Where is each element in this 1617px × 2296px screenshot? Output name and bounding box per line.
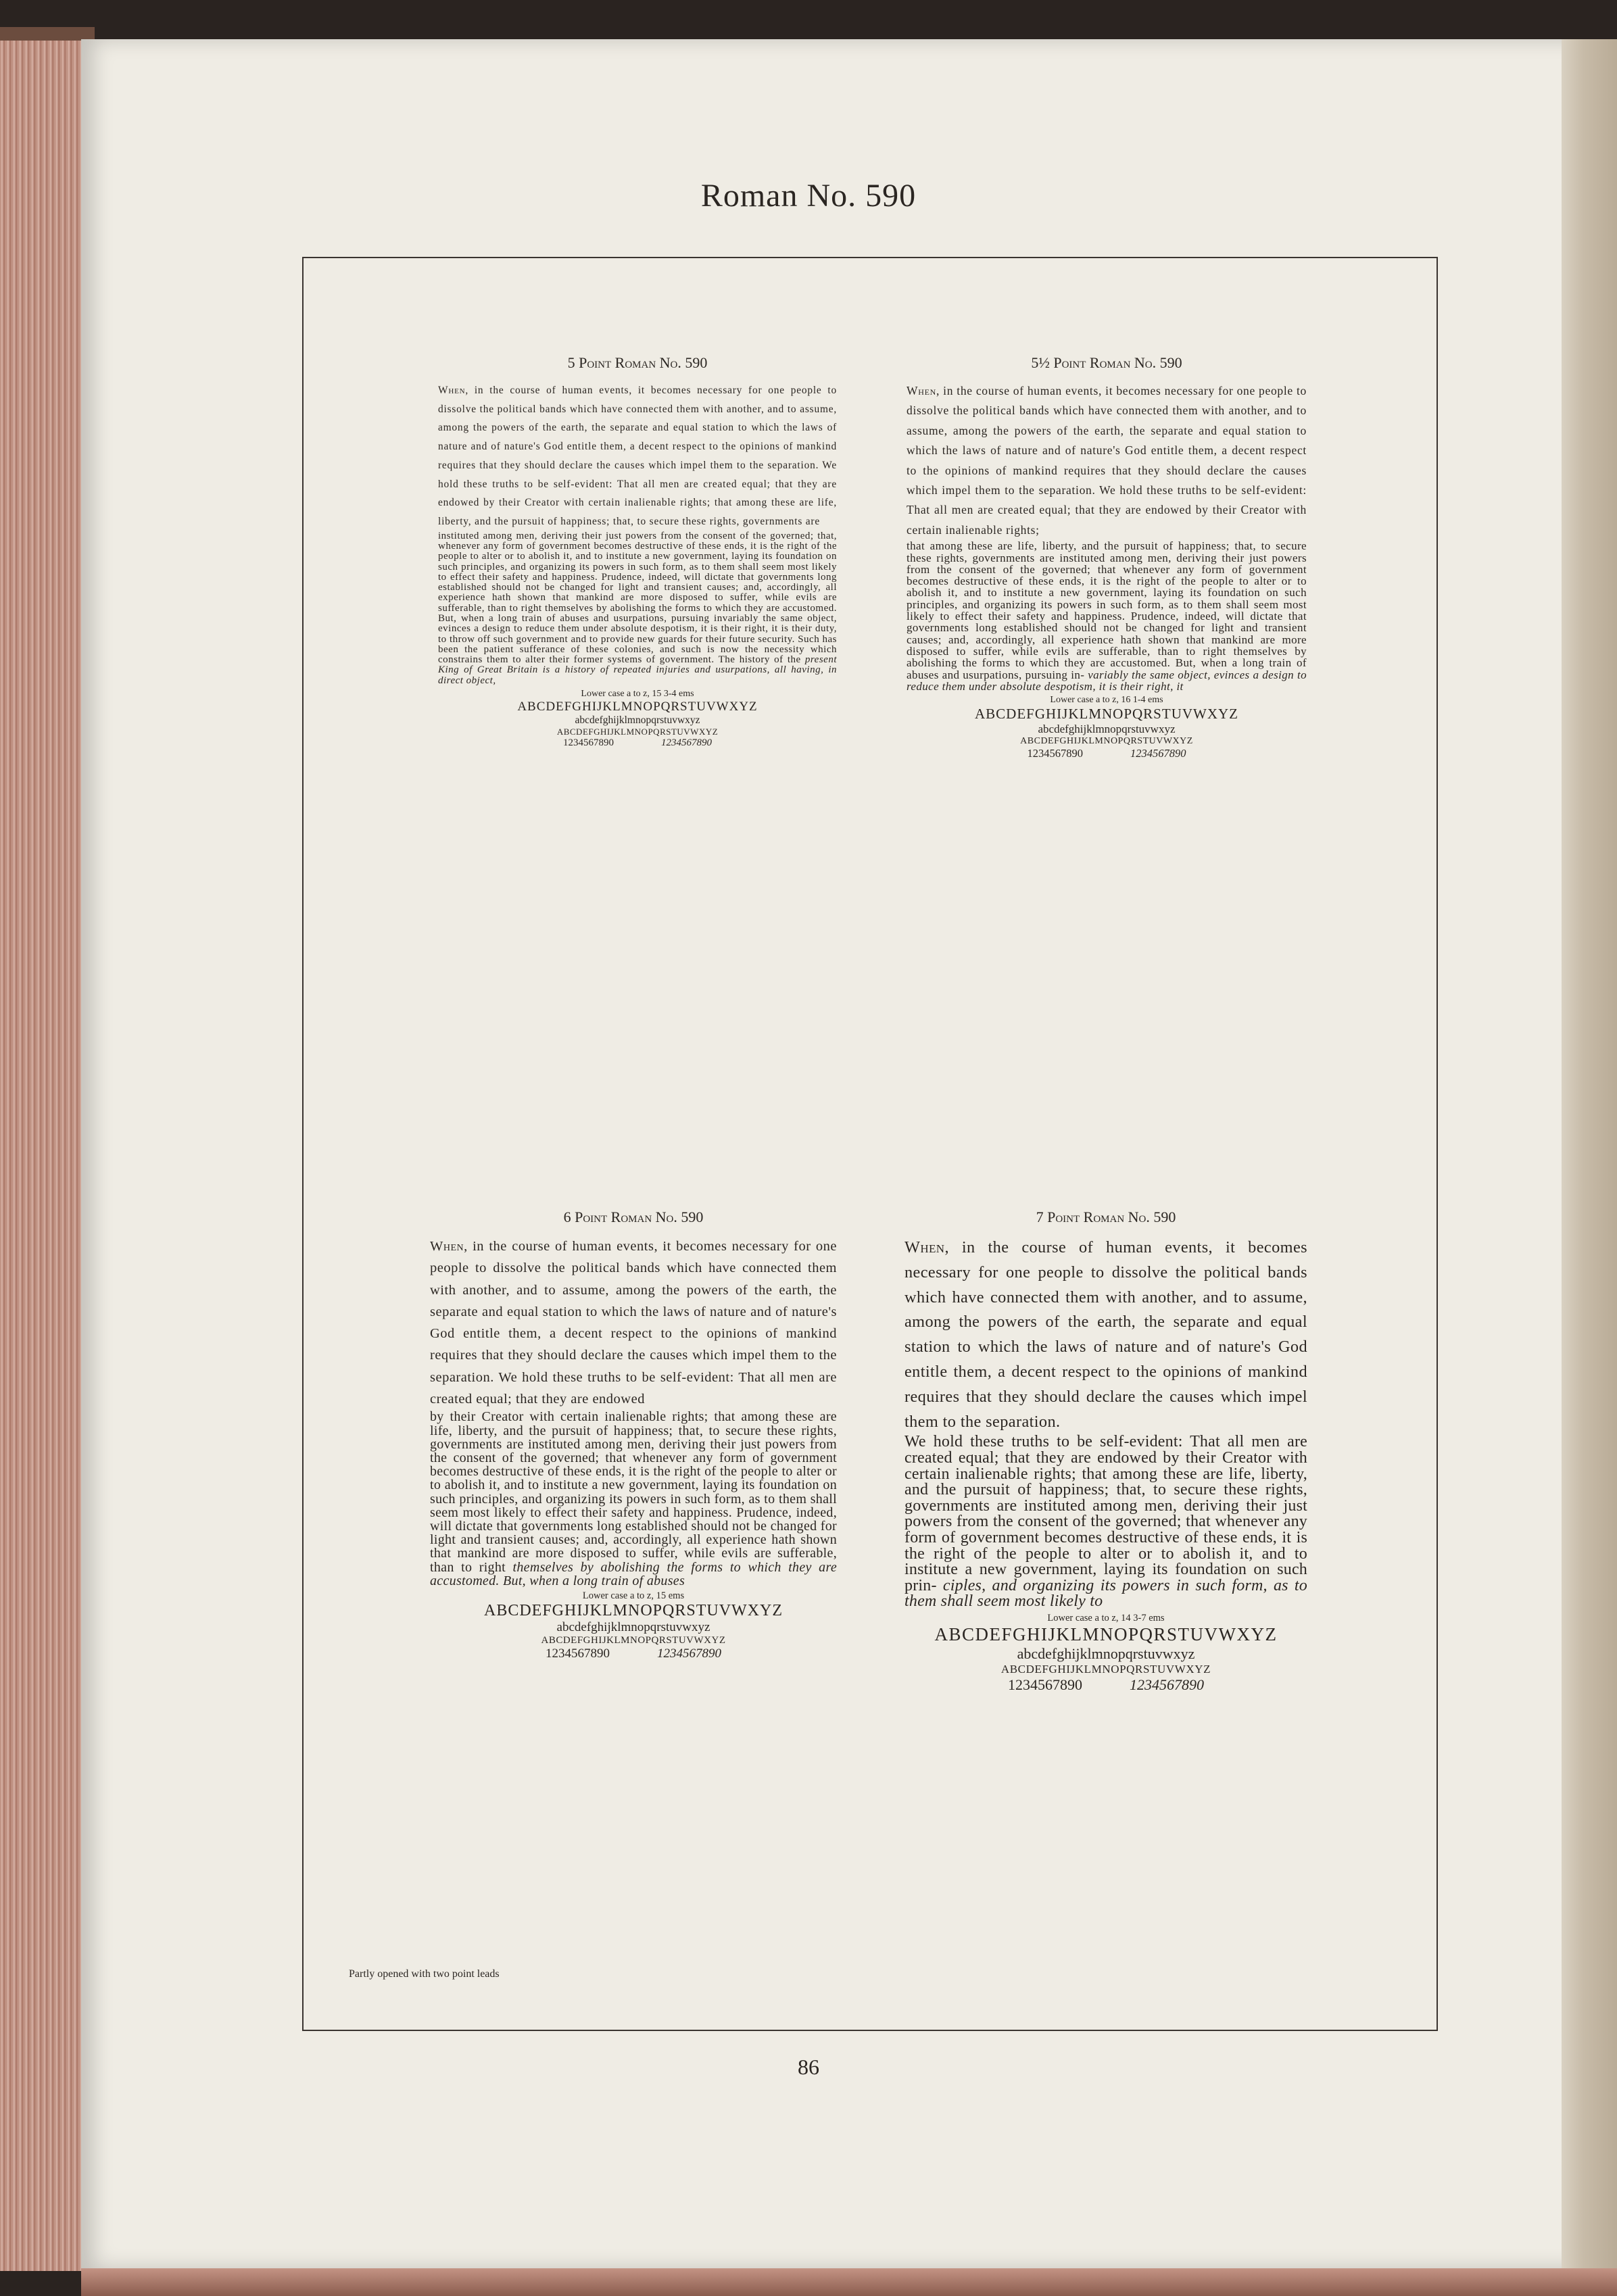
lead-word: When bbox=[907, 384, 936, 397]
footnote: Partly opened with two point leads bbox=[349, 1968, 500, 1980]
figures: 1234567890 bbox=[563, 737, 614, 749]
solid-paragraph: We hold these truths to be self-evident: That all men are created equal; that they are endowed by their Creator with certain inalienable rights; that among these are life, liberty, and the pursuit of happiness; that, to secure these rights, governments are instituted among men, deriving their just powers from the consent of the governed; that whenever any form of government becomes destructive of these ends, it is the right of the people to alter or to abolish it, and to institute a new government, laying its foundation on such prin- bbox=[904, 1433, 1307, 1594]
specimen-block-5-half-point bbox=[907, 354, 1307, 760]
italic-paragraph: present King of Great Britain is a history of repeated injuries and usurpations, all having, in direct object, bbox=[438, 654, 837, 686]
page-number: 86 bbox=[798, 2055, 819, 2079]
leaded-text bbox=[430, 1236, 837, 1410]
lead-word: When bbox=[438, 385, 466, 396]
figures-row bbox=[430, 1646, 837, 1661]
solid-text bbox=[907, 540, 1307, 692]
figures-row bbox=[904, 1676, 1307, 1694]
specimen-heading: 5½ Point Roman No. 590 bbox=[1031, 354, 1182, 371]
page-bottom-edge bbox=[81, 2268, 1617, 2296]
italic-paragraph: ciples, and organizing its powers in such form, as to them shall seem most likely to bbox=[904, 1576, 1308, 1611]
small-capitals: ABCDEFGHIJKLMNOPQRSTUVWXYZ bbox=[556, 727, 719, 737]
figures-row bbox=[907, 747, 1307, 760]
solid-text bbox=[904, 1434, 1307, 1610]
lowercase: abcdefghijklmnopqrstuvwxyz bbox=[556, 1620, 710, 1635]
capitals: ABCDEFGHIJKLMNOPQRSTUVWXYZ bbox=[517, 700, 758, 714]
leaded-text bbox=[438, 381, 837, 531]
specimen-block-7-point bbox=[904, 1208, 1307, 1694]
page-title: Roman No. 590 bbox=[700, 178, 917, 214]
lowercase: abcdefghijklmnopqrstuvwxyz bbox=[1038, 723, 1176, 736]
italic-figures: 1234567890 bbox=[657, 1646, 721, 1661]
small-capitals: ABCDEFGHIJKLMNOPQRSTUVWXYZ bbox=[1020, 736, 1193, 747]
alphabet-specimen bbox=[430, 1590, 837, 1661]
ems-note: Lower case a to z, 15 3-4 ems bbox=[581, 689, 694, 700]
book-page-edges bbox=[0, 41, 88, 2271]
solid-text bbox=[438, 531, 837, 686]
specimen-heading: 5 Point Roman No. 590 bbox=[567, 354, 708, 371]
ems-note: Lower case a to z, 15 ems bbox=[582, 1590, 685, 1602]
leaded-paragraph: , in the course of human events, it becomes necessary for one people to dissolve the political bands which have connected them with another, and to assume, among the powers of the earth, the separate and equal station to which the laws of nature and of nature's God entitle them, a decent respect to the opinions of mankind requires that they should declare the causes which impel them to the separation. bbox=[904, 1238, 1307, 1431]
capitals: ABCDEFGHIJKLMNOPQRSTUVWXYZ bbox=[974, 706, 1238, 723]
small-capitals: ABCDEFGHIJKLMNOPQRSTUVWXYZ bbox=[541, 1635, 726, 1646]
small-capitals: ABCDEFGHIJKLMNOPQRSTUVWXYZ bbox=[1000, 1662, 1211, 1676]
specimen-heading: 6 Point Roman No. 590 bbox=[563, 1208, 704, 1225]
figures: 1234567890 bbox=[546, 1646, 610, 1661]
figures: 1234567890 bbox=[1027, 747, 1083, 760]
ems-note: Lower case a to z, 16 1-4 ems bbox=[1050, 695, 1163, 706]
lowercase: abcdefghijklmnopqrstuvwxyz bbox=[575, 714, 700, 727]
leaded-paragraph: , in the course of human events, it becomes necessary for one people to dissolve the political bands which have connected them with another, and to assume, among the powers of the earth, the separate and equal station to which the laws of nature and of nature's God entitle them, a decent respect to the opinions of mankind requires that they should declare the causes which impel them to the separation. We hold these truths to be self-evident: That all men are created equal; that they are endowed by their Creator with certain inalienable rights; that among these are life, liberty, and the pursuit of happiness; that, to secure these rights, governments are bbox=[438, 385, 837, 527]
italic-paragraph: variably the same object, evinces a design to reduce them under absolute despotism, it is their right, it bbox=[907, 668, 1307, 693]
capitals: ABCDEFGHIJKLMNOPQRSTUVWXYZ bbox=[483, 1602, 783, 1620]
lowercase: abcdefghijklmnopqrstuvwxyz bbox=[1017, 1644, 1195, 1662]
capitals: ABCDEFGHIJKLMNOPQRSTUVWXYZ bbox=[934, 1623, 1278, 1644]
lead-word: When bbox=[430, 1239, 464, 1254]
leaded-text bbox=[907, 381, 1307, 540]
page-right-edge bbox=[1562, 39, 1617, 2268]
alphabet-specimen bbox=[907, 695, 1307, 760]
specimen-block-5-point bbox=[438, 354, 837, 749]
italic-figures: 1234567890 bbox=[1130, 1676, 1204, 1693]
specimen-heading: 7 Point Roman No. 590 bbox=[1036, 1208, 1176, 1225]
solid-text bbox=[430, 1410, 837, 1588]
lead-word: When bbox=[904, 1238, 945, 1256]
leaded-text bbox=[904, 1236, 1307, 1434]
ems-note: Lower case a to z, 14 3-7 ems bbox=[1047, 1612, 1165, 1623]
italic-figures: 1234567890 bbox=[1130, 747, 1186, 760]
solid-paragraph: by their Creator with certain inalienable rights; that among these are life, liberty, and the pursuit of happiness; that, to secure these rights, governments are instituted among men, deriving their just powers from the consent of the governed; that whenever any form of government becomes destructive of these ends, it is the right of the people to alter or to abolish it, and to institute a new government, laying its foundation on such principles, and organizing its powers in such form, as to them shall seem most likely to effect their safety and happiness. Prudence, indeed, will dictate that governments long established should not be changed for light and transient causes; and, accordingly, all experience hath shown that mankind are more disposed to suffer, while evils are sufferable, than to right bbox=[430, 1409, 837, 1575]
figures: 1234567890 bbox=[1008, 1676, 1082, 1693]
figures-row bbox=[438, 737, 837, 749]
alphabet-specimen bbox=[438, 689, 837, 749]
italic-paragraph: themselves by abolishing the forms to which they are accustomed. But, when a long train of abuses bbox=[430, 1559, 837, 1588]
solid-paragraph: instituted among men, deriving their just powers from the consent of the governed; that, whenever any form of government becomes destructive of these ends, it is the right of the people to alter or to abolish it, and to institute a new government, laying its foundation on such principles, and organizing its powers in such form, as to them shall seem most likely to effect their safety and happiness. Prudence, indeed, will dictate that governments long established should not be changed for light and transient causes; and, accordingly, all experience hath shown that mankind are more disposed to suffer, while evils are sufferable, than to right themselves by abolishing the forms to which they are accustomed. But, when a long train of abuses and usurpations, pursuing invariably the same object, evinces a design to reduce them under absolute despotism, it is their right, it is their duty, to throw off such government and to provide new guards for their future security. Such has been the patient sufferance of these colonies, and such is now the necessity which constrains them to alter their former systems of government. The history of the bbox=[438, 530, 837, 666]
leaded-paragraph: , in the course of human events, it becomes necessary for one people to dissolve the political bands which have connected them with another, and to assume, among the powers of the earth, the separate and equal station to which the laws of nature and of nature's God entitle them, a decent respect to the opinions of mankind requires that they should declare the causes which impel them to the separation. We hold these truths to be self-evident: That all men are created equal; that they are endowed bbox=[430, 1239, 837, 1407]
solid-paragraph: that among these are life, liberty, and the pursuit of happiness; that, to secure these rights, governments are instituted among men, deriving their just powers from the consent of the governed; that whenever any form of government becomes destructive of these ends, it is the right of the people to alter or to abolish it, and to institute a new government, laying its foundation on such principles, and organizing its powers in such form, as to them shall seem most likely to effect their safety and happiness. Prudence, indeed, will dictate that governments long established should not be changed for light and transient causes; and, accordingly, all experience hath shown that mankind are more disposed to suffer, while evils are sufferable, than to right themselves by abolishing the forms to which they are accustomed. But, when a long train of abuses and usurpations, pursuing in- bbox=[907, 539, 1307, 681]
specimen-block-6-point bbox=[430, 1208, 837, 1661]
italic-figures: 1234567890 bbox=[661, 737, 712, 749]
alphabet-specimen bbox=[904, 1613, 1307, 1694]
leaded-paragraph: , in the course of human events, it becomes necessary for one people to dissolve the political bands which have connected them with another, and to assume, among the powers of the earth, the separate and equal station to which the laws of nature and of nature's God entitle them, a decent respect to the opinions of mankind requires that they should declare the causes which impel them to the separation. We hold these truths to be self-evident: That all men are created equal; that they are endowed by their Creator with certain inalienable rights; bbox=[907, 384, 1307, 537]
